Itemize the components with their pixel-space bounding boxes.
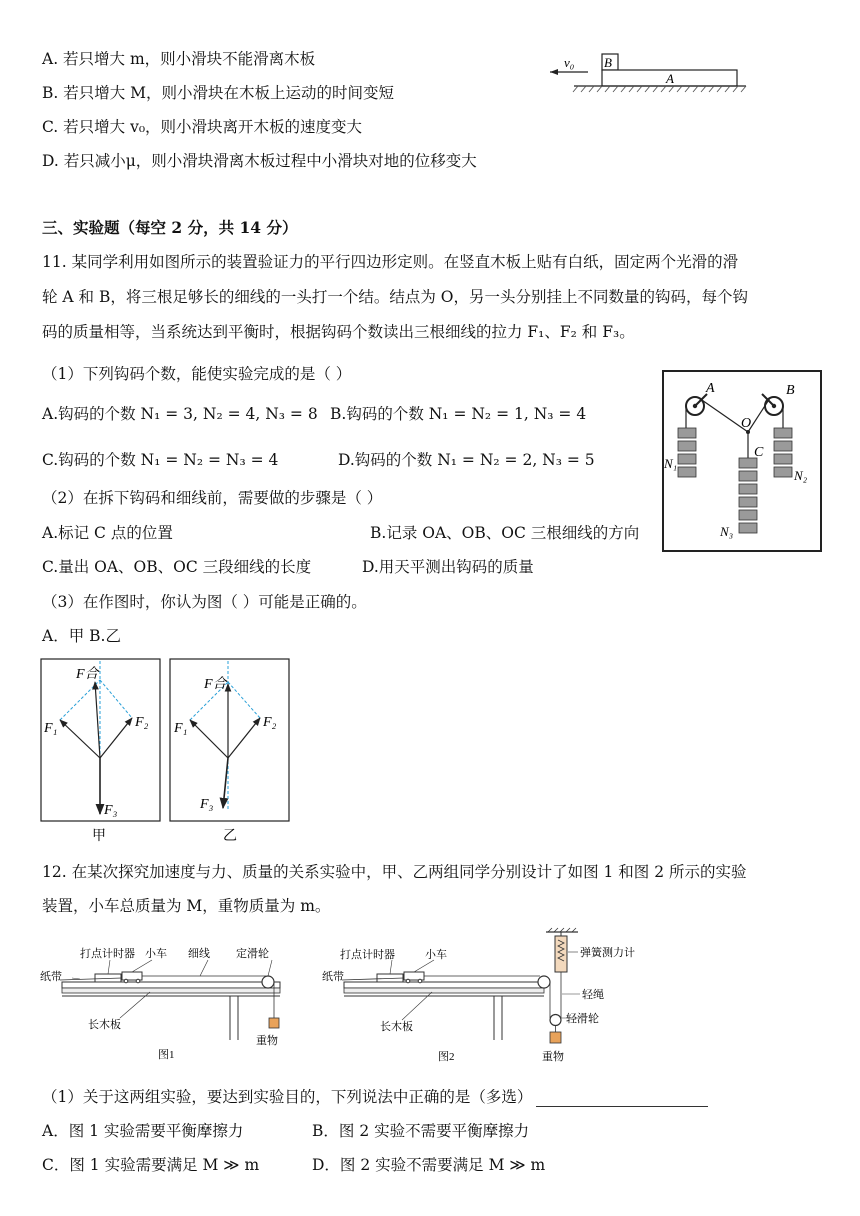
fig2-rope-label: 轻绳: [582, 989, 604, 1001]
q11-stem-line1: 11. 某同学利用如图所示的装置验证力的平行四边形定则。在竖直木板上贴有白纸，固定两个光滑的滑: [42, 253, 739, 271]
q11-part2-option-c: C.量出 OA、OB、OC 三段细线的长度: [42, 558, 312, 576]
fig2-weight-label: 重物: [542, 1051, 564, 1063]
answer-blank[interactable]: [536, 1090, 708, 1107]
experiment-figure-1: [40, 940, 302, 1070]
fig1-string-label: 细线: [188, 948, 210, 960]
fig2-spring-label: 弹簧测力计: [580, 947, 635, 959]
q11-part3-options: A．甲 B.乙: [42, 627, 121, 645]
v0-label: v₀: [564, 55, 575, 70]
n3-label: N₃: [720, 524, 734, 539]
q12-option-b: B．图 2 实验不需要平衡摩擦力: [312, 1122, 530, 1140]
block-b-label: B: [604, 55, 612, 70]
pulley-b-label: B: [786, 383, 795, 398]
block-board-figure: [540, 48, 750, 98]
force-diagrams-figure: [40, 658, 292, 848]
jia-f3-label: F₃: [104, 803, 118, 818]
q12-option-a: A．图 1 实验需要平衡摩擦力: [42, 1122, 244, 1140]
jia-fhe-label: F合: [76, 667, 99, 682]
q11-part1-option-b: B.钩码的个数 N₁ = N₂ = 1, N₃ = 4: [330, 405, 587, 423]
jia-f2-label: F₂: [135, 715, 149, 730]
q12-part1: [42, 1087, 708, 1107]
q11-part2-option-a: A.标记 C 点的位置: [42, 524, 173, 542]
yi-caption: 乙: [223, 829, 237, 844]
q11-part1-option-a: A.钩码的个数 N₁ = 3, N₂ = 4, N₃ = 8: [42, 405, 318, 423]
option-10-a: A. 若只增大 m，则小滑块不能滑离木板: [42, 50, 316, 68]
fig2-timer-label: 打点计时器: [340, 949, 395, 961]
fig1-pulley-label: 定滑轮: [236, 948, 269, 960]
board-a-label: A: [666, 71, 674, 86]
fig2-board-label: 长木板: [380, 1021, 413, 1033]
q11-part2-option-d: D.用天平测出钩码的质量: [362, 558, 534, 576]
experiment-figure-2: [322, 928, 635, 1070]
section-heading: 三、实验题（每空 2 分，共 14 分）: [42, 218, 298, 237]
q11-stem-line2: 轮 A 和 B，将三根足够长的细线的一头打一个结。结点为 O，另一头分别挂上不同数量的钩码，每个钩: [42, 288, 749, 306]
yi-f1-label: F₁: [174, 721, 188, 736]
q11-part1: （1）下列钩码个数，能使实验完成的是（ ）: [42, 365, 352, 383]
fig2-tape-label: 纸带: [322, 971, 344, 983]
yi-fhe-label: F合: [204, 677, 227, 692]
fig2-cart-label: 小车: [425, 949, 447, 961]
q11-stem-line3: 码的质量相等，当系统达到平衡时，根据钩码个数读出三根细线的拉力 F₁、F₂ 和 F₃。: [42, 323, 635, 341]
jia-f1-label: F₁: [44, 721, 58, 736]
q12-option-d: D．图 2 实验不需要满足 M ≫ m: [312, 1156, 546, 1174]
q11-part2: （2）在拆下钩码和细线前，需要做的步骤是（ ）: [42, 489, 383, 507]
q12-stem-line2: 装置，小车总质量为 M，重物质量为 m。: [42, 897, 331, 915]
n1-label: N₁: [664, 456, 678, 471]
q12-part1-text: （1）关于这两组实验，要达到实验目的，下列说法中正确的是（多选）: [42, 1088, 533, 1106]
option-10-c: C. 若只增大 v₀，则小滑块离开木板的速度变大: [42, 118, 363, 136]
fig1-cart-label: 小车: [145, 948, 167, 960]
knot-o-label: O: [741, 416, 752, 431]
fig1-weight-label: 重物: [256, 1035, 278, 1047]
option-10-b: B. 若只增大 M，则小滑块在木板上运动的时间变短: [42, 84, 395, 102]
point-c-label: C: [754, 445, 764, 460]
n2-label: N₂: [794, 468, 808, 483]
fig2-pulley-label: 轻滑轮: [566, 1013, 599, 1025]
fig2-caption: 图2: [438, 1051, 455, 1063]
fig1-tape-label: 纸带: [40, 971, 62, 983]
jia-caption: 甲: [92, 829, 106, 844]
pulley-apparatus-figure: [662, 370, 822, 552]
option-10-d: D. 若只减小μ，则小滑块滑离木板过程中小滑块对地的位移变大: [42, 152, 477, 170]
q11-part1-option-d: D.钩码的个数 N₁ = N₂ = 2, N₃ = 5: [338, 451, 595, 469]
q11-part3: （3）在作图时，你认为图（ ）可能是正确的。: [42, 593, 367, 611]
q11-part2-option-b: B.记录 OA、OB、OC 三根细线的方向: [370, 524, 640, 542]
fig1-caption: 图1: [158, 1049, 175, 1061]
q12-stem-line1: 12. 在某次探究加速度与力、质量的关系实验中，甲、乙两组同学分别设计了如图 1 和图 2 所示的实验: [42, 863, 747, 881]
yi-f2-label: F₂: [263, 715, 277, 730]
fig1-timer-label: 打点计时器: [80, 948, 135, 960]
pulley-a-label: A: [706, 381, 715, 396]
q12-option-c: C．图 1 实验需要满足 M ≫ m: [42, 1156, 260, 1174]
yi-f3-label: F₃: [200, 797, 214, 812]
q11-part1-option-c: C.钩码的个数 N₁ = N₂ = N₃ = 4: [42, 451, 279, 469]
fig1-board-label: 长木板: [88, 1019, 121, 1031]
